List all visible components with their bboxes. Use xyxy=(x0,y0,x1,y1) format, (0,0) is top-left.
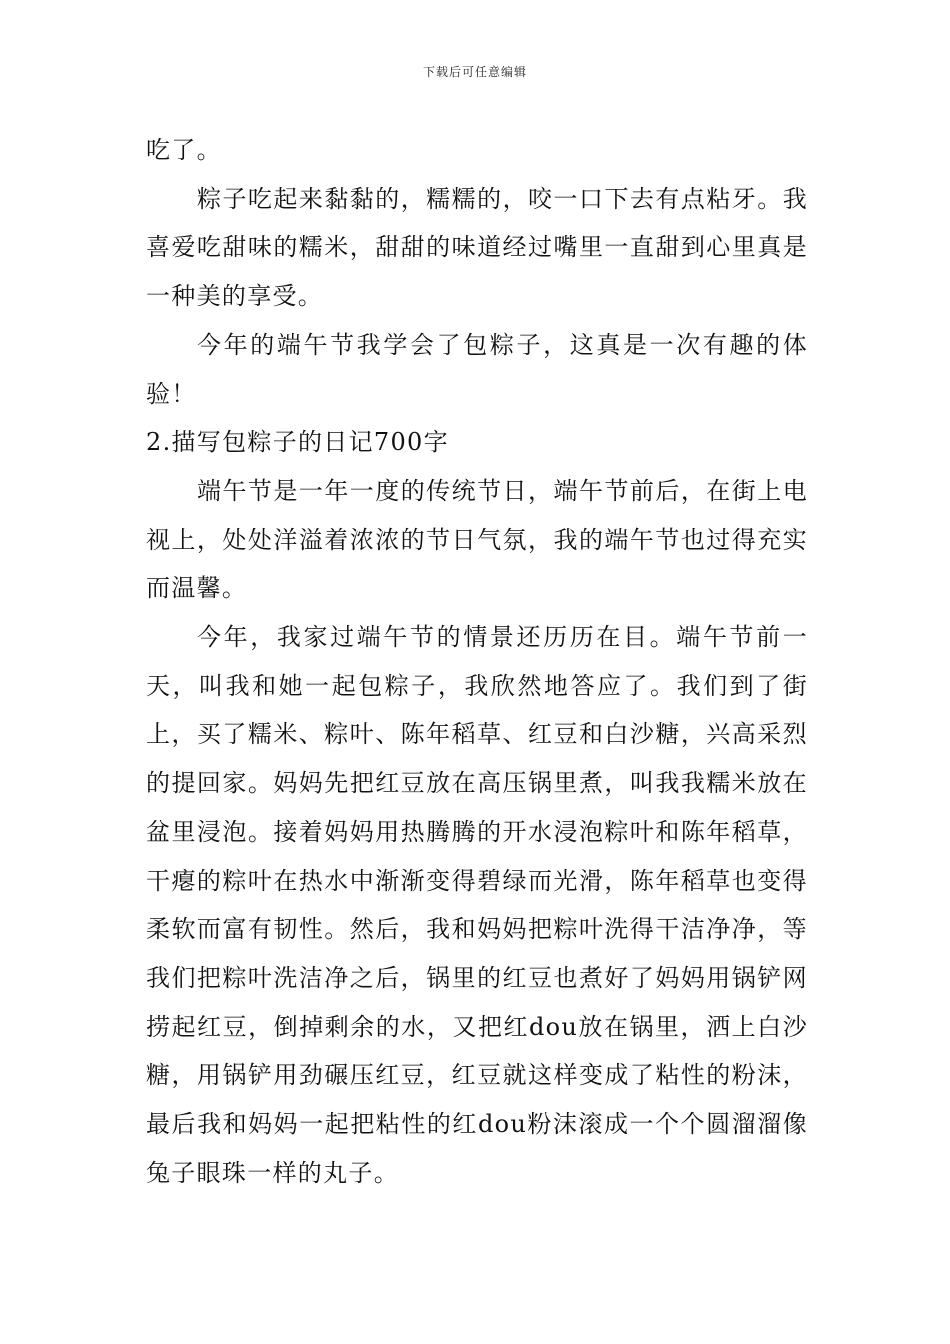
section-heading: 2.描写包粽子的日记700字 xyxy=(146,428,449,457)
page-header: 下载后可任意编辑 xyxy=(422,65,527,79)
paragraph-continuation: 吃了。 xyxy=(146,136,222,164)
paragraph-learned-zongzi: 今年的端午节我学会了包粽子，这真是一次有趣的体验！ xyxy=(146,330,808,408)
document-body xyxy=(146,126,808,1197)
paragraph-zongzi-taste: 粽子吃起来黏黏的，糯糯的，咬一口下去有点粘牙。我喜爱吃甜味的糯米，甜甜的味道经过嘴里一直甜到心里真是一种美的享受。 xyxy=(146,184,808,311)
paragraph-festival-intro: 端午节是一年一度的传统节日，端午节前后，在街上电视上，处处洋溢着浓浓的节日气氛，我的端午节也过得充实而温馨。 xyxy=(146,476,808,603)
paragraph-making-zongzi: 今年，我家过端午节的情景还历历在目。端午节前一天，叫我和她一起包粽子，我欣然地答应了。我们到了街上，买了糯米、粽叶、陈年稻草、红豆和白沙糖，兴高采烈的提回家。妈妈先把红豆放在高压锅里煮，叫我我糯米放在盆里浸泡。接着妈妈用热腾腾的开水浸泡粽叶和陈年稻草，干瘪的粽叶在热水中渐渐变得碧绿而光滑，陈年稻草也变得柔软而富有韧性。然后，我和妈妈把粽叶洗得干洁净净，等我们把粽叶洗洁净之后，锅里的红豆也煮好了妈妈用锅铲网捞起红豆，倒掉剩余的水，又把红dou放在锅里，洒上白沙糖，用锅铲用劲碾压红豆，红豆就这样变成了粘性的粉沫，最后我和妈妈一起把粘性的红dou粉沫滚成一个个圆溜溜像兔子眼珠一样的丸子。 xyxy=(146,623,808,1187)
